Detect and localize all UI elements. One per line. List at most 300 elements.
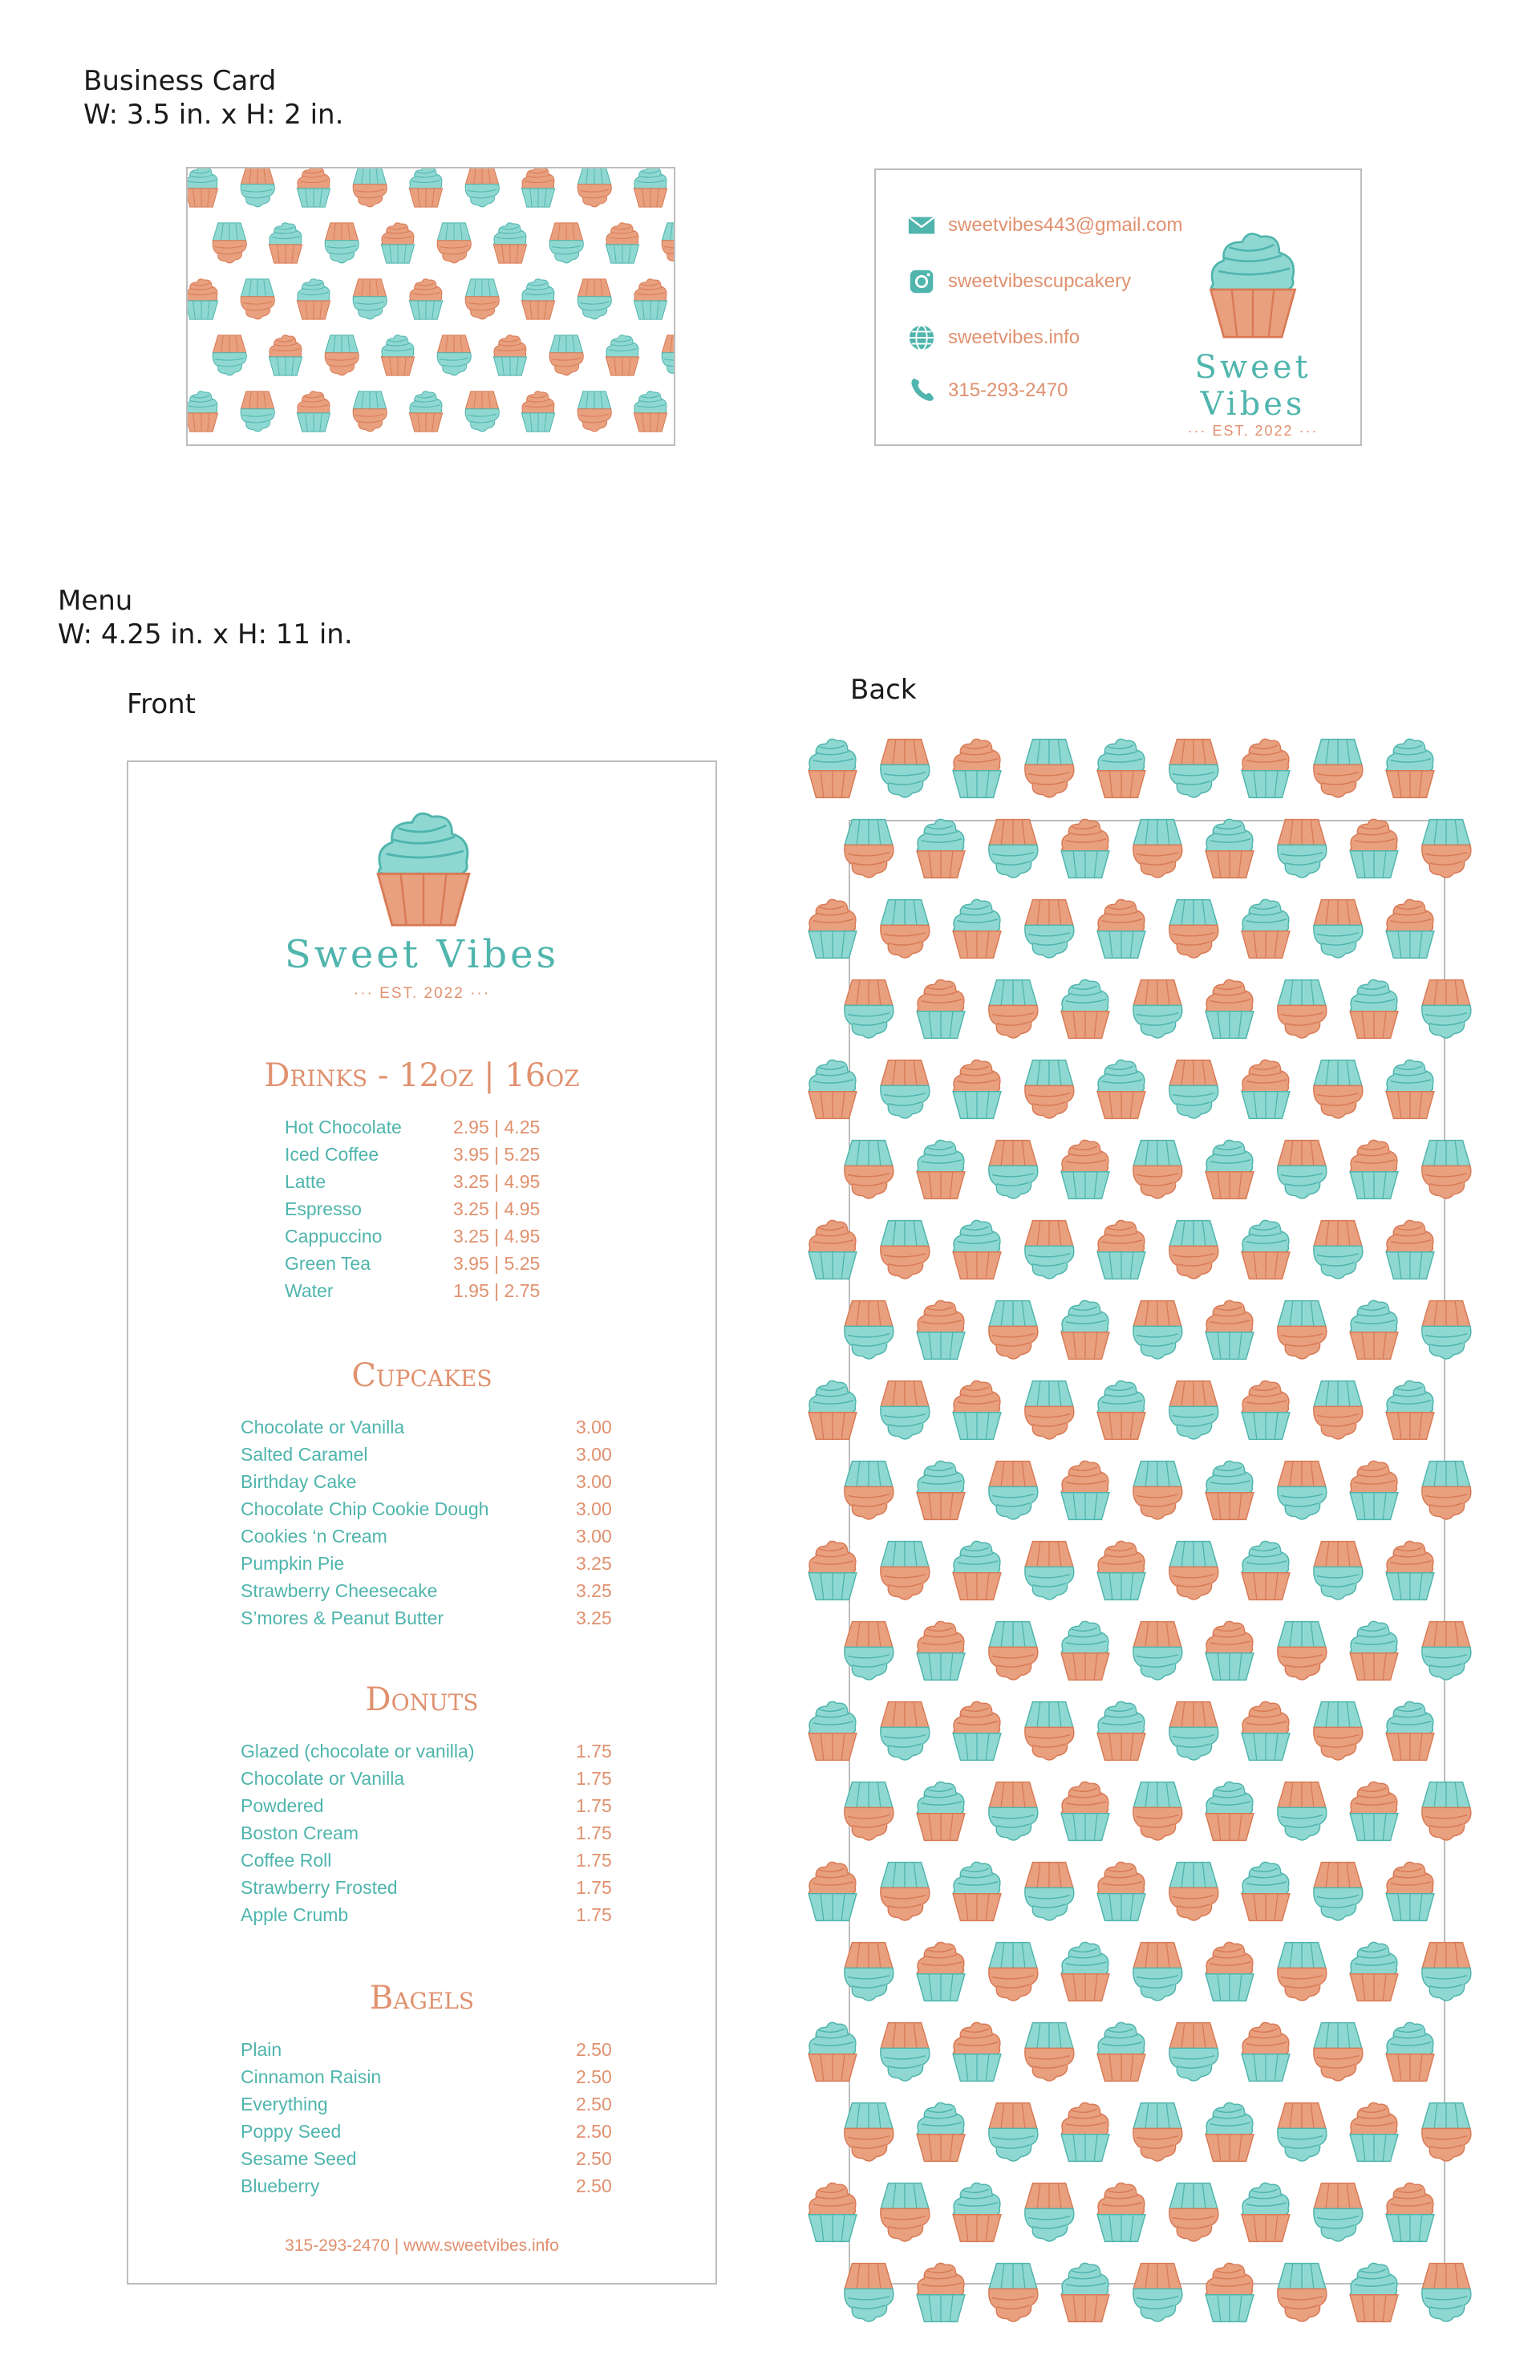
cupcake-icon bbox=[1386, 1862, 1434, 1920]
bagels-item-name: Poppy Seed bbox=[241, 2121, 342, 2142]
cupcake-icon bbox=[1278, 1782, 1327, 1840]
cupcake-icon bbox=[1242, 2183, 1290, 2241]
cupcake-icon bbox=[1278, 980, 1327, 1038]
cupcake-icon bbox=[989, 1462, 1038, 1519]
cupcake-icon bbox=[409, 391, 442, 432]
cupcake-icon bbox=[953, 2183, 1001, 2241]
cupcake-icon bbox=[1097, 1220, 1145, 1279]
cupcake-icon bbox=[353, 168, 387, 207]
cupcake-icon bbox=[1386, 2022, 1434, 2081]
cupcake-icon bbox=[1422, 980, 1471, 1038]
cupcake-icon bbox=[1314, 740, 1363, 797]
cupcake-icon bbox=[917, 2263, 965, 2321]
cupcake-icon bbox=[1097, 2022, 1145, 2081]
bagels-item-price: 2.50 bbox=[576, 2175, 612, 2196]
cupcake-icon bbox=[881, 1542, 930, 1600]
cupcake-icon bbox=[845, 1622, 894, 1680]
cupcake-icon bbox=[1025, 900, 1074, 958]
donuts-item-price: 1.75 bbox=[576, 1768, 612, 1789]
cupcake-icon bbox=[808, 1701, 857, 1760]
cupcake-icon bbox=[917, 1300, 965, 1359]
cupcakes-item-price: 3.00 bbox=[576, 1471, 612, 1492]
cupcake-icon bbox=[353, 279, 387, 319]
instagram-text: sweetvibescupcakery bbox=[948, 270, 1132, 292]
phone-icon bbox=[906, 375, 937, 406]
cupcake-icon bbox=[917, 1461, 965, 1519]
cupcakes-item-name: Chocolate or Vanilla bbox=[241, 1417, 405, 1437]
bagels-item-price: 2.50 bbox=[576, 2094, 612, 2114]
cupcake-icon bbox=[1133, 2264, 1182, 2321]
cupcake-icon bbox=[269, 335, 302, 375]
cupcake-icon bbox=[1386, 1541, 1434, 1600]
cupcake-icon bbox=[917, 1621, 965, 1680]
cupcake-icon bbox=[1350, 979, 1398, 1038]
cupcake-icon bbox=[381, 335, 414, 375]
cupcake-icon bbox=[578, 391, 611, 432]
cupcake-icon bbox=[606, 223, 638, 263]
cupcake-icon bbox=[808, 739, 857, 797]
cupcake-icon bbox=[1422, 2264, 1471, 2321]
cupcake-icon bbox=[1169, 740, 1218, 797]
cupcake-icon bbox=[1025, 1863, 1074, 1920]
menu-front bbox=[127, 760, 717, 2285]
menu-front-label: Front bbox=[127, 688, 196, 720]
cupcake-icon bbox=[1206, 819, 1254, 878]
cupcake-icon bbox=[1422, 1622, 1471, 1680]
cupcake-icon bbox=[808, 899, 857, 958]
cupcake-icon bbox=[1097, 1862, 1145, 1920]
contact-phone[interactable] bbox=[906, 375, 1068, 406]
drinks-item-name: Green Tea bbox=[285, 1253, 371, 1274]
cupcake-icon bbox=[1097, 1701, 1145, 1760]
cupcake-icon bbox=[1386, 1220, 1434, 1279]
menu-brand-name: Sweet Vibes bbox=[284, 932, 560, 977]
donuts-item-price: 1.75 bbox=[576, 1904, 612, 1925]
cupcake-icon bbox=[578, 168, 611, 207]
cupcake-icon bbox=[1242, 739, 1290, 797]
cupcake-icon bbox=[1314, 1702, 1363, 1760]
donuts-item-name: Coffee Roll bbox=[241, 1850, 332, 1871]
cupcake-icon bbox=[521, 391, 554, 432]
cupcake-icon bbox=[953, 1220, 1001, 1279]
cupcake-icon bbox=[881, 1221, 930, 1279]
cupcakes-item-name: Pumpkin Pie bbox=[241, 1553, 345, 1574]
cupcake-icon bbox=[845, 1141, 894, 1198]
cupcake-icon bbox=[1206, 1461, 1254, 1519]
cupcake-icon bbox=[1278, 1622, 1327, 1680]
cupcake-icon bbox=[1097, 2183, 1145, 2241]
cupcake-icon bbox=[1025, 1542, 1074, 1600]
bagels-item-name: Plain bbox=[241, 2039, 282, 2060]
cupcake-icon bbox=[1206, 1300, 1254, 1359]
bagels-item-price: 2.50 bbox=[576, 2148, 612, 2169]
menu-footer[interactable]: 315-293-2470 | www.sweetvibes.info bbox=[285, 2236, 559, 2255]
cupcake-icon bbox=[1133, 1943, 1182, 2001]
cupcake-icon bbox=[1097, 1381, 1145, 1439]
cupcake-icon bbox=[917, 1782, 965, 1840]
cupcake-icon bbox=[1278, 1301, 1327, 1359]
cupcake-icon bbox=[188, 279, 218, 319]
cupcake-icon bbox=[1422, 820, 1471, 878]
cupcake-icon bbox=[1025, 1221, 1074, 1279]
cupcake-icon bbox=[297, 391, 330, 432]
bagels-item-name: Blueberry bbox=[241, 2175, 320, 2196]
cupcake-icon bbox=[808, 2183, 857, 2241]
cupcake-icon bbox=[437, 223, 471, 263]
cupcakes-item-price: 3.00 bbox=[576, 1498, 612, 1519]
mail-icon bbox=[906, 210, 937, 241]
cupcake-icon bbox=[662, 335, 674, 375]
cupcake-icon bbox=[213, 335, 246, 375]
cupcakes-item-price: 3.00 bbox=[576, 1526, 612, 1547]
cupcake-icon bbox=[1242, 1381, 1290, 1439]
cupcake-icon bbox=[1422, 1462, 1471, 1519]
cupcake-icon bbox=[1061, 1621, 1109, 1680]
cupcake-icon bbox=[989, 1622, 1038, 1680]
cupcake-icon bbox=[1314, 900, 1363, 958]
cupcake-icon bbox=[1350, 2102, 1398, 2161]
cupcake-icon bbox=[578, 279, 611, 319]
cupcake-icon bbox=[1350, 1782, 1398, 1840]
cupcake-icon bbox=[1206, 1621, 1254, 1680]
business-card-dimensions: W: 3.5 in. x H: 2 in. bbox=[83, 99, 344, 131]
cupcake-icon bbox=[606, 335, 638, 375]
cupcakes-item-name: Salted Caramel bbox=[241, 1444, 368, 1465]
cupcake-icon bbox=[1061, 819, 1109, 878]
cupcake-icon bbox=[1278, 2103, 1327, 2161]
cupcake-icon bbox=[1025, 740, 1074, 797]
business-card-section-label bbox=[83, 64, 343, 132]
cupcake-icon bbox=[1061, 2263, 1109, 2321]
cupcake-icon bbox=[1061, 1461, 1109, 1519]
cupcake-icon bbox=[1242, 2022, 1290, 2081]
cupcake-icon bbox=[634, 168, 667, 207]
contact-instagram[interactable] bbox=[906, 266, 1131, 297]
cupcake-logo-icon bbox=[1173, 226, 1333, 345]
cupcake-icon bbox=[953, 899, 1001, 958]
cupcake-icon bbox=[1314, 1542, 1363, 1600]
cupcake-icon bbox=[241, 391, 274, 432]
cupcake-icon bbox=[1061, 1782, 1109, 1840]
cupcake-icon bbox=[1242, 1541, 1290, 1600]
cupcake-icon bbox=[808, 1541, 857, 1600]
cupcakes-item-name: Strawberry Cheesecake bbox=[241, 1580, 438, 1601]
cupcake-icon bbox=[1278, 1141, 1327, 1198]
cupcake-icon bbox=[1314, 1221, 1363, 1279]
cupcake-icon bbox=[989, 980, 1038, 1038]
cupcake-icon bbox=[953, 739, 1001, 797]
cupcake-icon bbox=[1242, 1220, 1290, 1279]
cupcake-icon bbox=[1169, 1221, 1218, 1279]
cupcake-icon bbox=[989, 2264, 1038, 2321]
drinks-heading: Drinks - 12oz | 16oz bbox=[264, 1057, 580, 1094]
menu-section-label bbox=[58, 584, 353, 651]
cupcake-icon bbox=[881, 1863, 930, 1920]
cupcake-icon bbox=[953, 1060, 1001, 1118]
business-card-title: Business Card bbox=[83, 65, 277, 97]
cupcakes-item-name: Cookies ‘n Cream bbox=[241, 1526, 387, 1547]
cupcake-icon bbox=[1025, 1060, 1074, 1118]
cupcake-icon bbox=[1386, 739, 1434, 797]
drinks-item-name: Hot Chocolate bbox=[285, 1117, 402, 1137]
cupcake-icon bbox=[409, 279, 442, 319]
donuts-item-price: 1.75 bbox=[576, 1823, 612, 1843]
cupcake-icon bbox=[1133, 1141, 1182, 1198]
cupcake-icon bbox=[1314, 2023, 1363, 2081]
bagels-item-name: Cinnamon Raisin bbox=[241, 2066, 382, 2087]
bagels-item-name: Everything bbox=[241, 2094, 328, 2114]
cupcake-icon bbox=[1422, 2103, 1471, 2161]
cupcake-icon bbox=[953, 1862, 1001, 1920]
cupcake-icon bbox=[465, 391, 499, 432]
brand-logo bbox=[1173, 226, 1333, 440]
cupcake-icon bbox=[465, 168, 499, 207]
cupcake-icon bbox=[1350, 1300, 1398, 1359]
cupcake-icon bbox=[989, 1301, 1038, 1359]
cupcakes-item-price: 3.00 bbox=[576, 1417, 612, 1437]
donuts-item-price: 1.75 bbox=[576, 1877, 612, 1898]
cupcakes-item-name: Chocolate Chip Cookie Dough bbox=[241, 1498, 489, 1519]
donuts-item-price: 1.75 bbox=[576, 1741, 612, 1762]
donuts-item-price: 1.75 bbox=[576, 1850, 612, 1871]
cupcake-icon bbox=[325, 335, 359, 375]
cupcake-icon bbox=[1061, 1300, 1109, 1359]
bagels-item-name: Sesame Seed bbox=[241, 2148, 357, 2169]
cupcake-icon bbox=[1314, 1060, 1363, 1118]
drinks-item-price: 3.25 | 4.95 bbox=[453, 1226, 541, 1247]
cupcake-icon bbox=[989, 1943, 1038, 2001]
cupcake-icon bbox=[1169, 1542, 1218, 1600]
cupcake-icon bbox=[1206, 979, 1254, 1038]
cupcake-icon bbox=[1169, 1702, 1218, 1760]
cupcake-icon bbox=[881, 740, 930, 797]
cupcake-icon bbox=[1025, 2183, 1074, 2241]
cupcake-icon bbox=[989, 1782, 1038, 1840]
cupcake-icon bbox=[521, 168, 554, 207]
cupcake-icon bbox=[845, 2103, 894, 2161]
cupcake-icon bbox=[1314, 1863, 1363, 1920]
drinks-item-name: Latte bbox=[285, 1171, 326, 1192]
cupcake-icon bbox=[845, 820, 894, 878]
cupcake-icon bbox=[1422, 1301, 1471, 1359]
cupcake-icon bbox=[188, 391, 218, 432]
menu-brand-est: ··· EST. 2022 ··· bbox=[353, 985, 491, 1002]
cupcake-icon bbox=[1133, 1462, 1182, 1519]
drinks-item-price: 3.25 | 4.95 bbox=[453, 1171, 541, 1192]
cupcake-icon bbox=[1133, 1782, 1182, 1840]
bagels-item-price: 2.50 bbox=[576, 2121, 612, 2142]
cupcake-icon bbox=[1133, 2103, 1182, 2161]
donuts-item-name: Powdered bbox=[241, 1795, 324, 1816]
cupcake-icon bbox=[1206, 2102, 1254, 2161]
menu-logo bbox=[343, 805, 504, 938]
website-text: sweetvibes.info bbox=[948, 326, 1080, 348]
cupcake-icon bbox=[845, 1943, 894, 2001]
cupcake-icon bbox=[188, 168, 218, 207]
globe-icon bbox=[906, 322, 937, 353]
cupcake-icon bbox=[1386, 2183, 1434, 2241]
cupcake-icon bbox=[521, 279, 554, 319]
donuts-item-name: Glazed (chocolate or vanilla) bbox=[241, 1741, 475, 1762]
drinks-item-price: 2.95 | 4.25 bbox=[453, 1117, 541, 1137]
bagels-heading: Bagels bbox=[369, 1980, 475, 2017]
cupcake-icon bbox=[917, 979, 965, 1038]
cupcake-icon bbox=[881, 900, 930, 958]
phone-text: 315-293-2470 bbox=[948, 379, 1068, 401]
cupcake-icon bbox=[381, 223, 414, 263]
cupcake-icon bbox=[1169, 2023, 1218, 2081]
cupcake-icon bbox=[1278, 1943, 1327, 2001]
cupcake-icon bbox=[989, 2103, 1038, 2161]
cupcake-icon bbox=[1314, 1381, 1363, 1439]
cupcake-icon bbox=[1133, 980, 1182, 1038]
cupcake-icon bbox=[1386, 1060, 1434, 1118]
cupcake-icon bbox=[881, 2183, 930, 2241]
cupcake-icon bbox=[241, 168, 274, 207]
cupcake-icon bbox=[1242, 1701, 1290, 1760]
cupcake-icon bbox=[881, 1702, 930, 1760]
cupcake-icon bbox=[1169, 2183, 1218, 2241]
cupcake-icon bbox=[297, 168, 330, 207]
menu-title: Menu bbox=[58, 585, 133, 617]
cupcake-icon bbox=[269, 223, 302, 263]
cupcake-icon bbox=[1278, 2264, 1327, 2321]
cupcake-icon bbox=[1061, 1140, 1109, 1198]
cupcake-icon bbox=[1133, 1622, 1182, 1680]
cupcake-icon bbox=[989, 820, 1038, 878]
donuts-item-name: Apple Crumb bbox=[241, 1904, 349, 1925]
drinks-item-name: Water bbox=[285, 1280, 334, 1301]
cupcake-icon bbox=[845, 1301, 894, 1359]
cupcakes-item-price: 3.25 bbox=[576, 1580, 612, 1601]
cupcake-icon bbox=[1061, 979, 1109, 1038]
cupcake-icon bbox=[953, 1381, 1001, 1439]
cupcake-icon bbox=[953, 1701, 1001, 1760]
drinks-item-price: 3.95 | 5.25 bbox=[453, 1253, 541, 1274]
cupcake-icon bbox=[1278, 1462, 1327, 1519]
cupcake-icon bbox=[1025, 1702, 1074, 1760]
donuts-item-name: Strawberry Frosted bbox=[241, 1877, 398, 1898]
cupcake-icon bbox=[917, 2102, 965, 2161]
menu-back-pattern bbox=[799, 735, 1505, 2339]
cupcake-icon bbox=[1206, 2263, 1254, 2321]
donuts-item-price: 1.75 bbox=[576, 1795, 612, 1816]
email-text: sweetvibes443@gmail.com bbox=[948, 214, 1183, 236]
cupcake-icon bbox=[845, 1782, 894, 1840]
cupcake-icon bbox=[953, 2022, 1001, 2081]
cupcake-icon bbox=[1350, 1621, 1398, 1680]
cupcake-icon bbox=[1350, 2263, 1398, 2321]
cupcake-icon bbox=[325, 223, 359, 263]
drinks-item-name: Espresso bbox=[285, 1198, 362, 1219]
cupcake-icon bbox=[808, 1060, 857, 1118]
cupcake-icon bbox=[1386, 899, 1434, 958]
brand-name: Sweet Vibes bbox=[1194, 349, 1311, 423]
cupcake-icon bbox=[1133, 820, 1182, 878]
cupcake-icon bbox=[1169, 900, 1218, 958]
cupcake-icon bbox=[881, 2023, 930, 2081]
cupcake-icon bbox=[917, 1942, 965, 2001]
cupcake-icon bbox=[1386, 1701, 1434, 1760]
cupcakes-item-price: 3.25 bbox=[576, 1608, 612, 1628]
cupcake-icon bbox=[1422, 1782, 1471, 1840]
cupcakes-heading: Cupcakes bbox=[351, 1357, 492, 1394]
menu-dimensions: W: 4.25 in. x H: 11 in. bbox=[58, 618, 353, 651]
cupcakes-item-price: 3.00 bbox=[576, 1444, 612, 1465]
cupcake-icon bbox=[353, 391, 387, 432]
cupcake-icon bbox=[845, 980, 894, 1038]
contact-website[interactable] bbox=[906, 322, 1080, 353]
cupcake-icon bbox=[297, 279, 330, 319]
donuts-heading: Donuts bbox=[365, 1681, 479, 1718]
cupcake-icon bbox=[1206, 1942, 1254, 2001]
cupcake-icon bbox=[1097, 739, 1145, 797]
cupcake-icon bbox=[1242, 1060, 1290, 1118]
cupcake-icon bbox=[1169, 1863, 1218, 1920]
cupcake-icon bbox=[1206, 1782, 1254, 1840]
cupcake-icon bbox=[1350, 1140, 1398, 1198]
cupcake-icon bbox=[465, 279, 499, 319]
cupcake-icon bbox=[1025, 2023, 1074, 2081]
cupcake-icon bbox=[213, 223, 246, 263]
cupcake-icon bbox=[917, 1140, 965, 1198]
cupcakes-item-price: 3.25 bbox=[576, 1553, 612, 1574]
cupcake-icon bbox=[1097, 899, 1145, 958]
menu-back-label: Back bbox=[850, 674, 917, 706]
cupcake-icon bbox=[845, 1462, 894, 1519]
drinks-item-name: Iced Coffee bbox=[285, 1144, 379, 1165]
cupcake-icon bbox=[634, 279, 667, 319]
cupcakes-item-name: Birthday Cake bbox=[241, 1471, 357, 1492]
cupcake-icon bbox=[1097, 1060, 1145, 1118]
cupcake-icon bbox=[808, 1862, 857, 1920]
cupcake-icon bbox=[989, 1141, 1038, 1198]
cupcake-pattern bbox=[188, 168, 674, 444]
donuts-item-name: Chocolate or Vanilla bbox=[241, 1768, 405, 1789]
cupcake-icon bbox=[549, 223, 583, 263]
contact-email[interactable] bbox=[906, 210, 1183, 241]
cupcake-icon bbox=[241, 279, 274, 319]
drinks-item-name: Cappuccino bbox=[285, 1226, 383, 1247]
cupcake-icon bbox=[1350, 1942, 1398, 2001]
brand-est: ··· EST. 2022 ··· bbox=[1187, 423, 1319, 439]
cupcake-icon bbox=[409, 168, 442, 207]
cupcake-icon bbox=[1242, 1862, 1290, 1920]
cupcake-icon bbox=[1350, 1461, 1398, 1519]
cupcake-icon bbox=[808, 1381, 857, 1439]
cupcake-icon bbox=[1025, 1381, 1074, 1439]
cupcake-icon bbox=[1097, 1541, 1145, 1600]
cupcake-icon bbox=[634, 391, 667, 432]
drinks-item-price: 1.95 | 2.75 bbox=[453, 1280, 541, 1301]
bagels-item-price: 2.50 bbox=[576, 2039, 612, 2060]
cupcake-icon bbox=[1169, 1381, 1218, 1439]
cupcake-icon bbox=[662, 223, 674, 263]
cupcake-icon bbox=[1314, 2183, 1363, 2241]
cupcake-icon bbox=[1061, 1942, 1109, 2001]
cupcake-icon bbox=[1386, 1381, 1434, 1439]
cupcake-icon bbox=[845, 2264, 894, 2321]
cupcake-icon bbox=[808, 1220, 857, 1279]
cupcake-icon bbox=[808, 2022, 857, 2081]
cupcake-icon bbox=[953, 1541, 1001, 1600]
instagram-icon bbox=[906, 266, 937, 297]
drinks-item-price: 3.25 | 4.95 bbox=[453, 1198, 541, 1219]
donuts-item-name: Boston Cream bbox=[241, 1823, 359, 1843]
drinks-item-price: 3.95 | 5.25 bbox=[453, 1144, 541, 1165]
cupcake-icon bbox=[1061, 2102, 1109, 2161]
cupcakes-item-name: S’mores & Peanut Butter bbox=[241, 1608, 444, 1628]
